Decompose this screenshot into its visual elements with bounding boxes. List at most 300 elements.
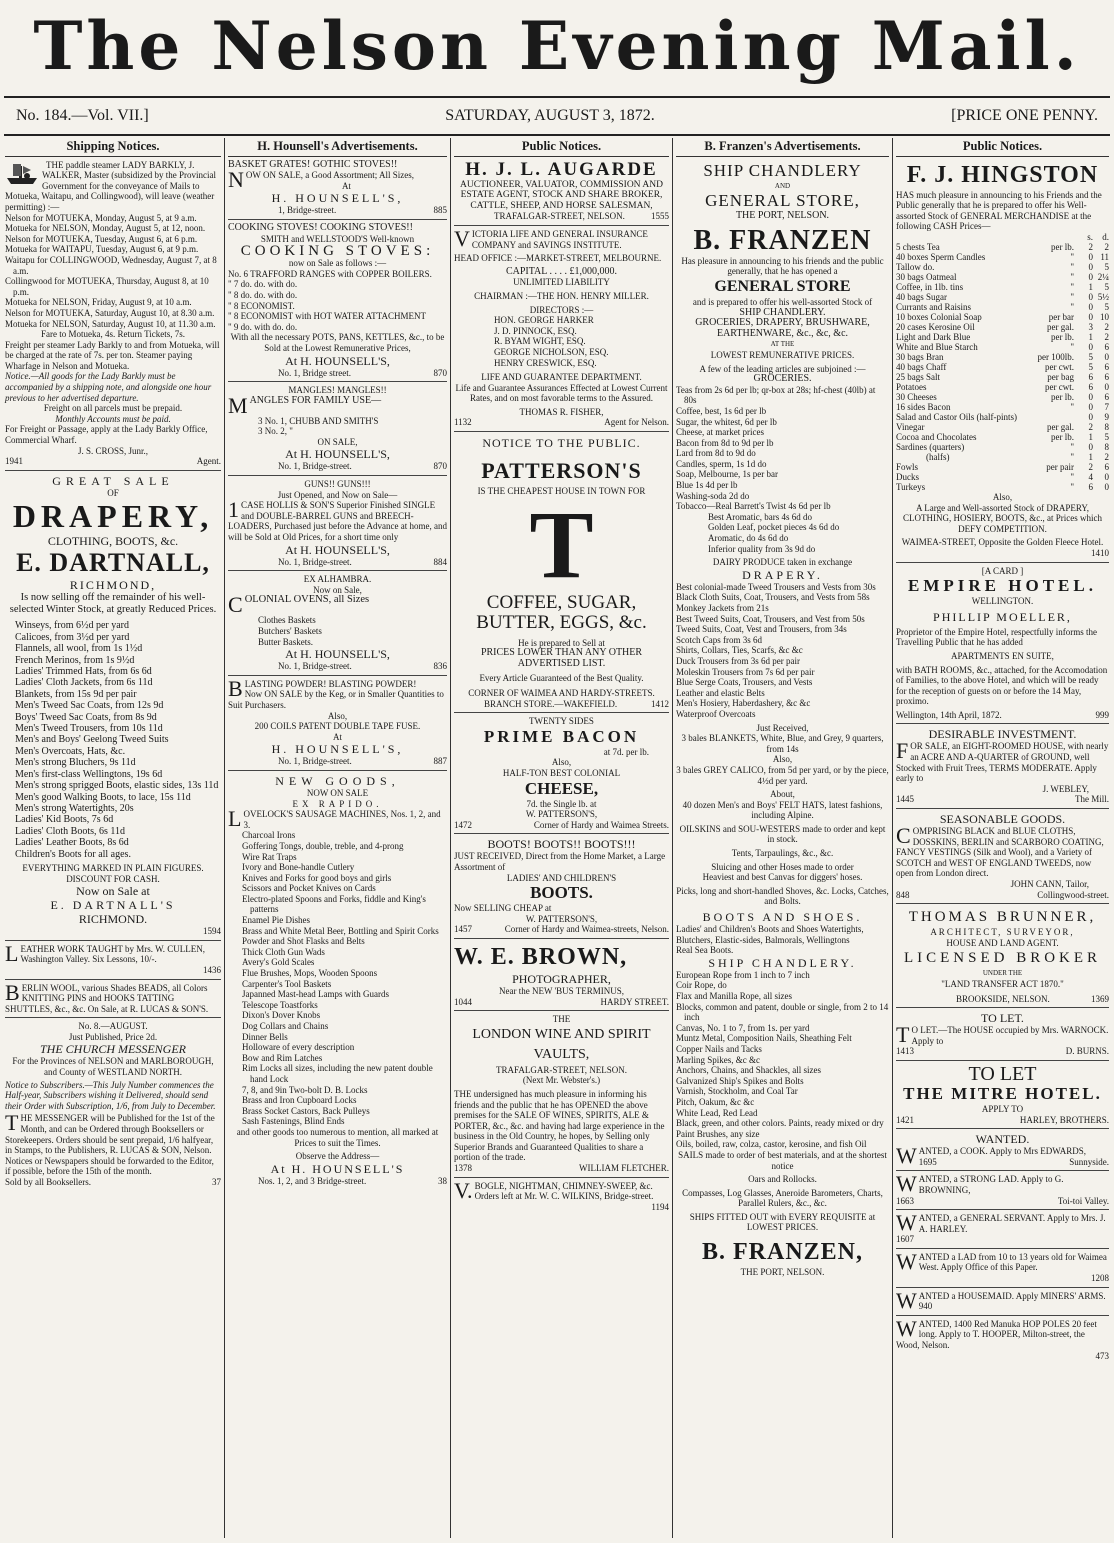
chandlery-item: Coir Rope, do <box>676 980 727 991</box>
on-sale: ON SALE, <box>317 436 358 447</box>
ad-number: 473 <box>1095 1350 1109 1361</box>
grocery-item: Lard from 8d to 9d do <box>676 448 756 459</box>
wanted-text: WANTED, a STRONG LAD. Apply to G. BROWNING, <box>896 1171 1064 1197</box>
to-let-heading: TO LET. <box>981 1011 1024 1026</box>
price-row: White and Blue Starch " 0 6 <box>896 341 1109 352</box>
basket-line: Clothes Baskets <box>258 615 316 626</box>
just-published: Just Published, Price 2d. <box>68 1031 158 1042</box>
goods-item: Telescope Toastforks <box>242 999 318 1010</box>
plain-figures: EVERYTHING MARKED IN PLAIN FIGURES. <box>22 862 204 873</box>
unlimited: UNLIMITED LIABILITY <box>513 277 610 288</box>
range-line: " 7 do. do. with do. <box>228 279 298 290</box>
richmond-2: RICHMOND. <box>78 912 148 927</box>
sale-item: Calicoes, from 3½d per yard <box>15 631 130 643</box>
drapery-item: Duck Trousers from 3s 6d per pair <box>676 655 800 666</box>
a-card: [A CARD ] <box>981 565 1024 576</box>
chandlery-item: European Rope from 1 inch to 7 inch <box>676 969 810 980</box>
column-heading: B. Franzen's Advertisements. <box>676 138 889 157</box>
address: No. 1, Bridge street. <box>278 367 351 378</box>
necessary: With all the necessary POTS, PANS, KETTLES, &c., to be Sold at the Lowest Remunerative Prices, <box>230 332 445 353</box>
sale-intro: Is now selling off the remainder of his well-selected Winter Stock, at greatly Reduced Prices. <box>9 592 217 616</box>
wanted-ad <box>896 1143 1109 1169</box>
land-act: "LAND TRANSFER ACT 1870." <box>941 978 1064 989</box>
goods-item: Brass and White Metal Beer, Bottling and Spirit Corks <box>242 925 439 936</box>
sailing-line: Waitapu for COLLINGWOOD, Wednesday, August 7, at 8 a.m. <box>5 254 217 276</box>
ad-number: 1445 <box>896 794 914 805</box>
basket-line: Butter Baskets. <box>258 636 313 647</box>
webley: J. WEBLEY, <box>1042 783 1089 794</box>
chandlery-item: Copper Nails and Tacks <box>676 1043 762 1054</box>
goods-item: Japanned Mast-head Lamps with Guards <box>242 989 389 1000</box>
brown: W. E. BROWN, <box>454 943 628 970</box>
ad-number: 1663 <box>896 1195 914 1206</box>
w-patterson-2: W. PATTERSON'S, <box>525 913 598 924</box>
about: About, <box>770 789 795 800</box>
chandlery-item: Blocks, common and patent, double or single, from 2 to 14 inch <box>676 1001 889 1023</box>
price-row: 25 bags Salt per bag 6 6 <box>896 371 1109 382</box>
price-row: 30 bags Oatmeal " 0 2¼ <box>896 271 1109 282</box>
tents: Tents, Tarpaulings, &c., &c. <box>731 848 834 859</box>
head-office: HEAD OFFICE :—MARKET-STREET, MELBOURNE. <box>454 253 662 264</box>
sale-item: Boys' Tweed Sac Coats, from 8s 9d <box>15 711 157 723</box>
guns: 1CASE HOLLIS & SON'S Superior Finished SINGLE and DOUBLE-BARREL GUNS and BREECH-LOADERS, Purchased just before the Advance at home, and will be Sold at Old Prices, for a short time only <box>228 497 447 543</box>
the-port-2: THE PORT, NELSON. <box>740 1267 825 1278</box>
sale-of: OF <box>107 487 119 498</box>
col-s: s. <box>1087 231 1093 242</box>
goods-item: Dixon's Dover Knobs <box>242 1010 321 1021</box>
at: At <box>333 731 342 742</box>
guns-heading: GUNS!! GUNS!!! <box>304 479 371 490</box>
sale-item: French Merinos, from 1s 9½d <box>15 654 135 666</box>
grocery-item: Coffee, best, 1s 6d per lb <box>676 405 767 416</box>
columns <box>2 138 1112 1538</box>
trafalgar: TRAFALGAR-STREET, NELSON. <box>496 1064 627 1075</box>
chandlery-item: Marling Spikes, &c &c <box>676 1054 760 1065</box>
grocery-item: Inferior quality from 3s 9d do <box>708 543 816 554</box>
column-hounsell <box>224 138 450 1538</box>
blasting: BLASTING POWDER! BLASTING POWDER! <box>228 675 417 701</box>
corner: CORNER OF WAIMEA AND HARDY-STREETS. <box>468 688 655 699</box>
price-row: Sardines (quarters) " 0 8 <box>896 441 1109 452</box>
fares: Fare to Motueka, 4s. Return Tickets, 7s. <box>41 329 185 340</box>
ships-fitted: SHIPS FITTED OUT with EVERY REQUISITE at LOWEST PRICES. <box>689 1211 876 1233</box>
now-on-sale-3: NOW ON SALE <box>306 787 369 798</box>
ad-number: 1594 <box>203 926 221 937</box>
price-row: Tallow do. " 0 5 <box>896 261 1109 272</box>
collingwood-street: Collingwood-street. <box>1037 889 1109 900</box>
picks: Picks, long and short-handled Shoves, &c. Locks, Catches, and Bolts. <box>676 885 889 907</box>
grocery-item: Sugar, the whitest, 6d per lb <box>676 416 777 427</box>
blankets: 3 bales BLANKETS, White, Blue, and Grey, 9 quarters, from 14s <box>681 733 884 754</box>
oilskins: OILSKINS and SOU-WESTERS made to order and kept in stock. <box>679 823 886 845</box>
price-row: Cocoa and Chocolates per lb. 1 5 <box>896 431 1109 442</box>
sailing-line: Collingwood for MOTUEKA, Thursday, August 8, at 10 p.m. <box>5 276 209 297</box>
issue-number: No. 184.—Vol. VII.] <box>16 107 149 124</box>
next-webster: (Next Mr. Webster's.) <box>522 1075 601 1086</box>
chairman: CHAIRMAN :—THE HON. HENRY MILLER. <box>474 290 649 301</box>
ship-chandlery: SHIP CHANDLERY <box>703 160 862 180</box>
sale-item: Men's and Boys' Geelong Tweed Suits <box>15 734 169 746</box>
sale-item: Men's Tweed Sac Coats, from 12s 9d <box>15 700 164 712</box>
twenty-sides: TWENTY SIDES <box>529 716 594 727</box>
new-goods: NEW GOODS, <box>275 773 400 788</box>
chandlery-item: Canvas, No. 1 to 7, from 1s. per yard <box>676 1022 810 1033</box>
harley-brothers: HARLEY, BROTHERS. <box>1019 1114 1109 1125</box>
mangle-line: 3 No. 2, " <box>258 426 293 437</box>
goods-item: Scissors and Pocket Knives on Cards <box>242 883 376 894</box>
boots-list: Ladies' and Children's Boots and Shoes Watertights, Blutchers, Elastic-sides, Balmorals, Wellingtons <box>676 924 864 945</box>
goods-item: Carpenter's Tool Baskets <box>242 978 332 989</box>
brookside: BROOKSIDE, NELSON. <box>956 993 1050 1004</box>
canvas: Heaviest and best Canvas for diggers' hoses. <box>702 872 863 883</box>
selling-cheap: Now SELLING CHEAP at <box>454 903 552 914</box>
goods-item: Avery's Gold Scales <box>242 957 315 968</box>
capital: CAPITAL . . . . £1,000,000. <box>505 265 618 277</box>
sails: SAILS made to order of best materials, and at the shortest notice <box>678 1149 887 1171</box>
cheapest: IS THE CHEAPEST HOUSE IN TOWN FOR <box>477 486 646 497</box>
column-heading: Public Notices. <box>896 138 1109 157</box>
goods-item: Sash Fastenings, Blind Ends <box>242 1116 345 1127</box>
monthly: Monthly Accounts must be paid. <box>55 413 171 424</box>
hardy-street: HARDY STREET. <box>600 996 669 1007</box>
richmond: RICHMOND, <box>69 578 157 593</box>
price-row: Salad and Castor Oils (half-pints) 0 9 <box>896 411 1109 422</box>
butter: BUTTER, EGGS, &c. <box>476 611 647 633</box>
sold-by: Sold by all Booksellers. <box>5 1177 91 1187</box>
chandlery-item: Oils, boiled, raw, colza, castor, kerosine, and fish Oil <box>676 1139 867 1150</box>
dartnalls: E. DARTNALL'S <box>50 898 176 913</box>
sale-item: Ladies' Leather Boots, 8s 6d <box>15 837 129 849</box>
branch: BRANCH STORE.—WAKEFIELD. <box>484 698 618 709</box>
chandlery-item: Muntz Metal, Composition Nails, Sheathing Felt <box>676 1033 852 1044</box>
dartnall-name: E. DARTNALL, <box>16 548 210 578</box>
drapery-item: Black Cloth Suits, Coat, Trousers, and Vests from 58s <box>676 592 870 603</box>
mangle-line: 3 No. 1, CHUBB AND SMITH'S <box>258 415 379 426</box>
agent-name: J. S. CROSS, Junr., <box>77 445 149 456</box>
seasonable-heading: SEASONABLE GOODS. <box>939 812 1066 827</box>
ad-number: 1044 <box>454 996 472 1007</box>
prepared: and is prepared to offer his well-assorted Stock of <box>692 296 873 307</box>
sailing-line: Motueka for NELSON, Saturday, August 10, at 11.30 a.m. <box>5 318 216 329</box>
ad-number: 870 <box>433 461 447 472</box>
ad-number: 884 <box>433 556 447 567</box>
directors-heading: DIRECTORS :— <box>529 304 594 315</box>
at-the: AT THE <box>770 340 795 349</box>
colonial-ovens: COLONIAL OVENS, all Sizes <box>228 592 370 618</box>
also: Also, <box>772 754 793 765</box>
address: 1, Bridge-street. <box>278 205 337 216</box>
sale-item: Men's strong Watertights, 20s <box>15 802 134 814</box>
now-on-sale: Now on Sale at <box>76 884 150 899</box>
brunner: THOMAS BRUNNER, <box>908 909 1097 926</box>
basket-line: Butchers' Baskets <box>258 626 322 636</box>
ad-number: 1378 <box>454 1163 472 1174</box>
director: GEORGE NICHOLSON, ESQ. <box>494 346 609 357</box>
wanted-ad <box>896 1210 1109 1245</box>
augarde-sub: AUCTIONEER, VALUATOR, COMMISSION AND ESTATE AGENT, STOCK AND SHARE BROKER, CATTLE, SHEEP, AND HORSE SALESMAN, <box>460 179 663 211</box>
cooking-stoves: COOKING STOVES: <box>240 243 435 260</box>
grocery-item: Washing-soda 2d do <box>676 490 750 501</box>
masthead-title: The Nelson Evening Mail. <box>33 7 1081 85</box>
range-line: No. 6 TRAFFORD RANGES with COPPER BOILERS. <box>228 268 432 279</box>
other-goods: and other goods too numerous to mention, all marked at Prices to suit the Times. <box>236 1126 439 1148</box>
price-row: Fowls per pair 2 6 <box>896 461 1109 472</box>
ad-number: 1941 <box>5 456 23 467</box>
ad-number: 38 <box>438 1175 447 1186</box>
sale-item: Men's strong sprigged Boots, elastic sides, 13s 11d <box>15 780 219 792</box>
chandlery-item: Flax and Manilla Rope, all sizes <box>676 991 792 1001</box>
price-table <box>896 232 1109 492</box>
ad-number: 848 <box>896 889 910 900</box>
prices-lower: PRICES LOWER THAN ANY OTHER ADVERTISED LIST. <box>480 647 643 669</box>
sale-item: Ladies' Cloth Boots, 6s 11d <box>15 825 126 837</box>
notice-public: NOTICE TO THE PUBLIC. <box>482 436 641 451</box>
range-line: " 9 do. with do. do. <box>228 321 298 332</box>
wanted-ad <box>896 1315 1109 1361</box>
franzen-2: B. FRANZEN, <box>701 1239 863 1266</box>
at-hounsell: At H. HOUNSELL'S, <box>285 647 390 662</box>
ship-notice <box>5 160 221 213</box>
wel-date: Wellington, 14th April, 1872. <box>896 709 1002 720</box>
waimea-street: WAIMEA-STREET, Opposite the Golden Fleece Hotel. <box>901 537 1104 548</box>
drapery-item: Tweed Suits, Coat, Vest and Trousers, from 34s <box>676 624 847 635</box>
sale-item: Ladies' Trimmed Hats, from 6s 6d <box>15 666 152 678</box>
grocery-item: Golden Leaf, pocket pieces 4s 6d do <box>708 522 840 533</box>
bath-rooms: with BATH ROOMS, &c., attached, for the Accomodation of Families, to the above Hotel, and which will be ready for the reception of guests on or before the 14 May, proximo. <box>896 664 1108 707</box>
chandlery-item: Galvanized Ship's Spikes and Bolts <box>676 1075 804 1086</box>
price-row: Turkeys " 6 0 <box>896 481 1109 492</box>
address: No. 1, Bridge-street. <box>278 556 352 567</box>
price-row: Currants and Raisins " 0 5 <box>896 301 1109 312</box>
wanted-ad <box>896 1171 1109 1206</box>
ad-number: 1421 <box>896 1114 914 1125</box>
hingston-intro: HAS much pleasure in announcing to his Friends and the Public generally that he is prepared to offer his Well-assorted Stock of GENERAL MERCHANDISE at the following CASH Prices— <box>896 189 1102 232</box>
address: No. 1, Bridge-street. <box>278 461 352 472</box>
observe: Observe the Address— <box>295 1151 380 1162</box>
corner-2: Corner of Hardy and Waimea Streets. <box>533 819 669 830</box>
ad-number: 1607 <box>896 1234 914 1245</box>
just-received: Just Received, <box>756 722 809 733</box>
the: THE <box>552 1014 571 1025</box>
range-line: " 8 do. do. with do. <box>228 289 298 300</box>
bacon-price: at 7d. per lb. <box>603 746 649 757</box>
issue-date: SATURDAY, AUGUST 3, 1872. <box>445 107 655 124</box>
ad-number: 1412 <box>651 698 669 709</box>
d-burns: D. BURNS. <box>1065 1046 1109 1057</box>
price-row: 40 boxes Sperm Candles " 0 11 <box>896 251 1109 262</box>
dateline-rule <box>4 134 1110 136</box>
steamer-icon <box>5 160 39 186</box>
goods-item: Electro-plated Spoons and Forks, fiddle and King's patterns <box>242 893 426 915</box>
house-land: HOUSE AND LAND AGENT. <box>946 937 1059 948</box>
goods-item: Brass Socket Castors, Back Pulleys <box>242 1105 370 1116</box>
sailing-line: Nelson for MOTUEKA, Monday, August 5, at 9 a.m. <box>5 212 197 223</box>
now-on-sale: NOW ON SALE, a Good Assortment; All Sizes, <box>228 167 414 193</box>
director: R. BYAM WIGHT, ESQ. <box>494 336 586 347</box>
grocery-item: Blue 1s 4d per lb <box>676 480 738 491</box>
big-t: T <box>529 490 594 598</box>
few-articles: A few of the leading articles are subjoined :— <box>699 363 866 374</box>
drapery-item: Leather and elastic Belts <box>676 687 765 698</box>
price-row: 20 cases Kerosine Oil per gal. 3 2 <box>896 321 1109 332</box>
goods-item: Thick Cloth Gun Wads <box>242 946 325 957</box>
director: HON. GEORGE HARKER <box>494 315 594 326</box>
column-heading: H. Hounsell's Advertisements. <box>228 138 447 157</box>
bogle: V.BOGLE, NIGHTMAN, CHIMNEY-SWEEP, &c. Orders left at Mr. W. C. WILKINS, Bridge-street. <box>454 1177 654 1203</box>
sale-item: Blankets, from 15s 9d per pair <box>15 688 137 700</box>
price-row: Coffee, in 1lb. tins " 1 5 <box>896 281 1109 292</box>
drapery-item: Best Tweed Suits, Coat, Trousers, and Vest from 50s <box>676 613 865 624</box>
apply-freight: For Freight or Passage, apply at the Lady Barkly Office, Commercial Wharf. <box>5 424 208 446</box>
felt-hats: 40 dozen Men's and Boys' FELT HATS, latest fashions, including Alpine. <box>682 799 883 821</box>
goods-item: Enamel Pie Dishes <box>242 915 310 926</box>
grocery-item: Candles, sperm, 1s 1d do <box>676 458 767 469</box>
hounsell: H. HOUNSELL'S, <box>271 191 404 206</box>
architect: ARCHITECT, SURVEYOR, <box>930 927 1075 938</box>
life-sub: Life and Guarantee Assurances Effected at Lowest Current Rates, and on most favorable terms to the Assured. <box>455 382 668 404</box>
calico: 3 bales GREY CALICO, from 5d per yard, or by the piece, 4½d per yard. <box>676 764 889 786</box>
near-bus: Near the NEW 'BUS TERMINUS, <box>498 985 625 996</box>
top-rule <box>4 96 1110 98</box>
sailing-line: Motueka for NELSON, Monday, August 5, at 12, noon. <box>5 223 206 234</box>
ad-number: 1132 <box>454 417 472 428</box>
no8: No. 8.—AUGUST. <box>78 1021 148 1032</box>
chandlery-item: Paint Brushes, any size <box>676 1128 760 1139</box>
half-ton: HALF-TON BEST COLONIAL <box>502 768 621 778</box>
guaranteed: Every Article Guaranteed of the Best Quality. <box>479 673 644 684</box>
at: At <box>341 180 351 191</box>
chandlery-item: Varnish, Stockholm, and Coal Tar <box>676 1086 798 1097</box>
real-sea: Real Sea Boots. <box>676 945 734 956</box>
goods-item: Goffering Tongs, double, treble, and 4-prong <box>242 840 404 851</box>
column-shipping <box>2 138 224 1538</box>
berlin-ad: BERLIN WOOL, various Shades BEADS, all Colors KNITTING PINS and HOOKS TATTING SHUTTLES, &c., &c. On Sale, at R. LUCAS & SON'S. <box>5 979 209 1014</box>
ad-number: 885 <box>433 205 447 216</box>
price-row: Vinegar per gal. 2 8 <box>896 421 1109 432</box>
sale-item: Men's first-class Wellingtons, 19s 6d <box>15 768 163 780</box>
to-let-house: TO LET.—The HOUSE occupied by Mrs. WARNOCK. Apply to <box>896 1022 1109 1048</box>
groceries-heading: GROCERIES. <box>753 373 812 385</box>
church-messenger: THE CHURCH MESSENGER <box>40 1042 186 1057</box>
column-franzen <box>672 138 892 1538</box>
victoria: VICTORIA LIFE AND GENERAL INSURANCE COMPANY and SAVINGS INSTITUTE. <box>454 225 648 251</box>
ship-intro: THE paddle steamer LADY BARKLY, J. WALKER, Master (subsidized by the Provincial Government for the conveyance of Mails to Motueka, Waitapu, and Collingwood), will leave (weather permitting) :— <box>5 159 216 212</box>
sale-item: Men's good Walking Boots, to lace, 15s 11d <box>15 791 191 803</box>
apply-to: APPLY TO <box>981 1103 1024 1114</box>
sale-item: Men's Overcoats, Hats, &c. <box>15 745 126 757</box>
ad-number: 999 <box>1095 709 1109 720</box>
goods-item: Holloware of every description <box>242 1042 355 1053</box>
the-port: THE PORT, NELSON. <box>735 210 830 222</box>
also: Also, <box>992 491 1013 502</box>
boots-heading: BOOTS! BOOTS!! BOOTS!!! <box>487 837 636 852</box>
ad-number: 1413 <box>896 1046 914 1057</box>
discount: DISCOUNT FOR CASH. <box>66 873 160 884</box>
wellington: WELLINGTON. <box>971 596 1034 607</box>
wanted-ad <box>896 1287 1109 1313</box>
ad-number: 940 <box>918 1301 933 1312</box>
goods-item: Bow and Rim Latches <box>242 1052 323 1063</box>
grocery-item: Soap, Melbourne, 1s per bar <box>676 469 778 480</box>
chandlery-item: Black, green, and other colors. Paints, ready mixed or dry <box>676 1118 884 1129</box>
ad-number: 1194 <box>651 1201 669 1212</box>
price-row: 5 chests Tea per lb. 2 2 <box>896 241 1109 252</box>
ad-number: 37 <box>212 1177 221 1187</box>
address: Nos. 1, 2, and 3 Bridge-street. <box>258 1175 367 1186</box>
dateline <box>16 102 1098 130</box>
grocery-item: Cheese, at market prices <box>676 427 764 438</box>
general-store-2: GENERAL STORE <box>714 277 851 295</box>
prime-bacon: PRIME BACON <box>483 726 640 746</box>
for-sale: FOR SALE, an EIGHT-ROOMED HOUSE, with nearly an ACRE AND A-QUARTER of GROUND, well Stocked with Fruit Trees, TERMS MODERATE. Apply early to <box>896 738 1109 784</box>
boots-shoes-heading: BOOTS AND SHOES. <box>702 910 863 925</box>
corner-3: Corner of Hardy and Waimea-streets, Nelson. <box>504 924 669 935</box>
coffee: COFFEE, SUGAR, <box>486 591 637 613</box>
mitre-hotel: THE MITRE HOTEL. <box>903 1083 1102 1103</box>
franzen: B. FRANZEN <box>693 224 872 256</box>
freight: Freight per steamer Lady Barkly to and from Motueka, will be charged at the rate of 7s. per ton. Steamer paying Wharfage in Nelson and Motueka. <box>5 339 220 371</box>
grocery-item: Tobacco—Real Barrett's Twist 4s 6d per lb <box>676 501 831 512</box>
wanted-text: WANTED a HOUSEMAID. Apply MINERS' ARMS. <box>896 1287 1106 1313</box>
sale-item: Men's strong Bluchers, 9s 11d <box>15 757 136 769</box>
just-received: JUST RECEIVED, Direct from the Home Market, a Large Assortment of <box>454 851 666 872</box>
photographer: PHOTOGRAPHER, <box>512 971 611 986</box>
sailing-line: Motueka for WAITAPU, Tuesday, August 6, at 9 p.m. <box>5 244 199 255</box>
single-lb: 7d. the Single lb. at <box>526 798 597 809</box>
price-row: 30 Cheeses per lb. 0 6 <box>896 391 1109 402</box>
undersigned: THE undersigned has much pleasure in informing his friends and the public that he has OPENED the above premises for the SALE OF WINES, SPIRITS, ALE & PORTER, &c., &c. and having had large experience in the business in the Old Country, he hopes, by Selling only Superior Brands and Guaranteed Qualities to share a portion of the trade. <box>454 1088 665 1163</box>
wanted-text: WANTED, 1400 Red Manuka HOP POLES 20 feet long. Apply to T. HOOPER, Milton-street, the Wood, Nelson. <box>896 1315 1097 1351</box>
clothing-line: CLOTHING, BOOTS, &c. <box>47 534 179 549</box>
pleasure: Has pleasure in announcing to his friends and the public generally, that he has opened a <box>681 255 884 277</box>
agent-nelson: Agent for Nelson. <box>604 417 669 428</box>
drapery-item: Blue Serge Coats, Trousers, and Vests <box>676 677 813 688</box>
ladies-childrens: LADIES' AND CHILDREN'S <box>506 872 617 883</box>
at-hounsell: At H. HOUNSELL'S <box>270 1161 405 1176</box>
column-public-1 <box>450 138 672 1538</box>
chandlery-item: Pitch, Oakum, &c &c <box>676 1096 755 1107</box>
mangles-heading: MANGLES! MANGLES!! <box>288 385 387 396</box>
ad-number: 887 <box>433 756 447 767</box>
the-mill: The Mill. <box>1075 794 1109 805</box>
apartments: APARTMENTS EN SUITE, <box>951 650 1054 661</box>
sluicing: Sluicing and other Hoses made to order <box>711 861 854 872</box>
pattersons: PATTERSON'S <box>481 458 642 484</box>
price-row: 16 sides Bacon " 0 7 <box>896 401 1109 412</box>
ad-number: 1208 <box>1091 1273 1109 1284</box>
sale-item: Children's Boots for all ages. <box>15 848 131 860</box>
director: J. D. PINNOCK, ESQ. <box>494 325 577 336</box>
sailing-line: Nelson for MOTUEKA, Tuesday, August 6, at 6 p.m. <box>5 233 198 244</box>
col-d: d. <box>1102 231 1109 242</box>
goods-notice: Notice.—All goods for the Lady Barkly must be accompanied by a shipping note, and alongside one hour previous to her advertised departure. <box>5 371 212 403</box>
goods-item: Dinner Bells <box>242 1031 288 1042</box>
ex-rapido: EX RAPIDO. <box>292 798 383 809</box>
address: TRAFALGAR-STREET, NELSON. <box>494 211 625 222</box>
fletcher: WILLIAM FLETCHER. <box>579 1163 669 1174</box>
ad-number: 1369 <box>1091 993 1109 1004</box>
goods-item: Powder and Shot Flasks and Belts <box>242 936 365 947</box>
wanted-text: WANTED, a COOK. Apply to Mrs EDWARDS, <box>896 1143 1087 1169</box>
boots: BOOTS. <box>530 883 593 903</box>
goods-item: Rim Locks all sizes, including the new patent double hand Lock <box>242 1063 433 1084</box>
price-row: (halfs) " 1 2 <box>926 451 1109 462</box>
desirable-heading: DESIRABLE INVESTMENT. <box>928 727 1077 742</box>
w-patterson: W. PATTERSON'S, <box>525 809 598 820</box>
address: No. 1, Bridge-street. <box>278 661 352 672</box>
sailing-line: Nelson for MOTUEKA, Saturday, August 10, at 8.30 a.m. <box>5 307 215 318</box>
sale-follows: now on Sale as follows :— <box>288 258 387 269</box>
